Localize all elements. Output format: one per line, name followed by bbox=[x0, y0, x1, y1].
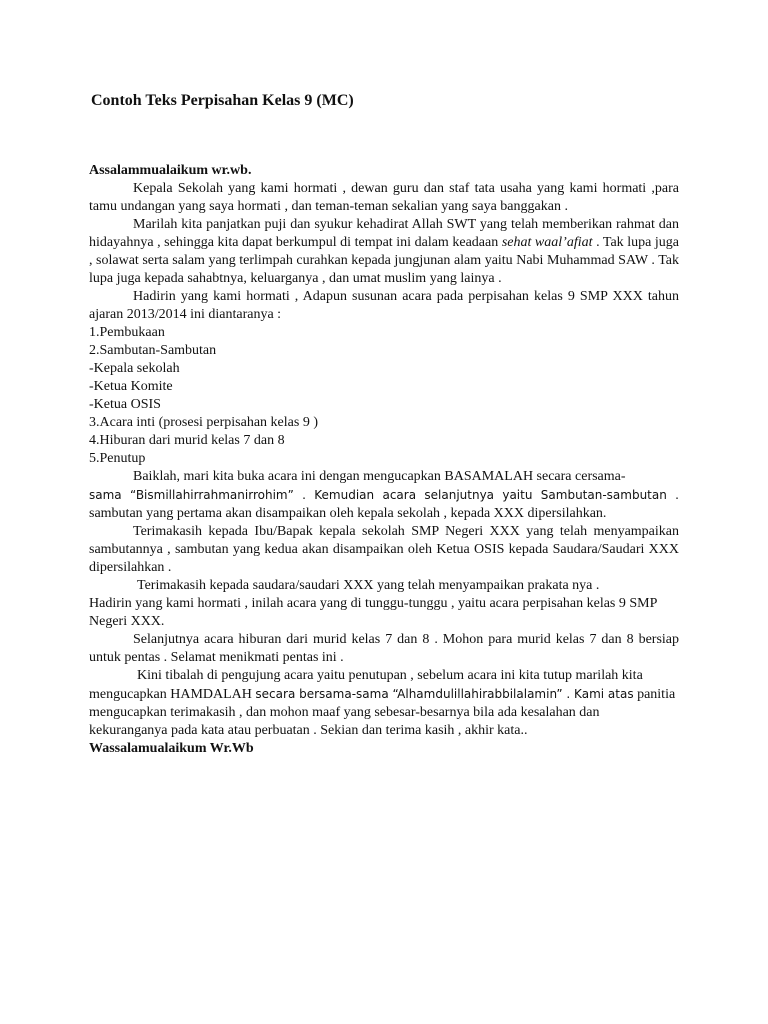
paragraph-gratitude-text-b: . Tak lupa juga , solawat serta salam yang terlimpah curahkan kepada jungjunan alam yaitu Nabi Muhammad SAW . Tak lupa juga kepada sahabtnya, keluarganya , dan umat muslim yang lainya . bbox=[89, 235, 679, 286]
paragraph-gratitude bbox=[89, 216, 679, 288]
agenda-item: 4.Hiburan dari murid kelas 7 dan 8 bbox=[89, 433, 285, 448]
paragraph-closing-remarks bbox=[89, 667, 679, 740]
paragraph-entertainment: Selanjutnya acara hiburan dari murid kelas 7 dan 8 . Mohon para murid kelas 7 dan 8 bersiap untuk pentas . Selamat menikmati pentas ini . bbox=[89, 632, 679, 665]
agenda-item: 3.Acara inti (prosesi perpisahan kelas 9 ) bbox=[89, 415, 318, 430]
paragraph-gratitude-italic: sehat waal’afiat bbox=[501, 235, 593, 250]
paragraph-closing-text-c: panitia mengucapkan terimakasih , dan mohon maaf yang sebesar-besarnya bila ada kesalahan dan kekuranganya pada kata atau perbuatan . Sekian dan terima kasih , akhir kata.. bbox=[89, 687, 676, 738]
document-body bbox=[89, 162, 679, 758]
paragraph-opening-text-b: sama “Bismillahirrahmanirrohim” . Kemudian acara selanjutnya yaitu Sambutan-sambutan . bbox=[89, 488, 679, 502]
agenda-item: 2.Sambutan-Sambutan bbox=[89, 343, 217, 358]
agenda-item: 5.Penutup bbox=[89, 451, 146, 466]
agenda-item: -Kepala sekolah bbox=[89, 361, 180, 376]
paragraph-gratitude-text-a: Marilah kita panjatkan puji dan syukur kehadirat Allah SWT yang telah memberikan rahmat dan hidayahnya , sehingga kita dapat berkumpul di tempat ini dalam keadaan bbox=[89, 217, 679, 250]
agenda-item: -Ketua OSIS bbox=[89, 397, 161, 412]
paragraph-closing-text-b: secara bersama-sama “Alhamdulillahirabbilalamin” . Kami atas bbox=[255, 687, 634, 701]
opening-greeting: Assalammualaikum wr.wb. bbox=[89, 163, 252, 178]
paragraph-salutation: Kepala Sekolah yang kami hormati , dewan guru dan staf tata usaha yang kami hormati ,para tamu undangan yang saya hormati , dan teman-teman sekalian yang saya banggakan . bbox=[89, 181, 679, 214]
paragraph-opening-text-a: Baiklah, mari kita buka acara ini dengan mengucapkan BASAMALAH secara cersama- bbox=[133, 469, 626, 484]
paragraph-opening-text-c: sambutan yang pertama akan disampaikan oleh kepala sekolah , kepada XXX dipersilahkan. bbox=[89, 506, 607, 521]
paragraph-main-event: Hadirin yang kami hormati , inilah acara yang di tunggu-tunggu , yaitu acara perpisahan kelas 9 SMP Negeri XXX. bbox=[89, 596, 657, 629]
closing-greeting: Wassalamualaikum Wr.Wb bbox=[89, 741, 254, 756]
agenda-item: -Ketua Komite bbox=[89, 379, 173, 394]
agenda-item: 1.Pembukaan bbox=[89, 325, 165, 340]
paragraph-speech-thanks: Terimakasih kepada Ibu/Bapak kepala sekolah SMP Negeri XXX yang telah menyampaikan sambutannya , sambutan yang kedua akan disampaikan oleh Ketua OSIS kepada Saudara/Saudari XXX dipersilahkan . bbox=[89, 524, 679, 575]
paragraph-prakata-thanks: Terimakasih kepada saudara/saudari XXX yang telah menyampaikan prakata nya . bbox=[137, 578, 600, 593]
agenda-list bbox=[89, 324, 679, 468]
paragraph-agenda-intro: Hadirin yang kami hormati , Adapun susunan acara pada perpisahan kelas 9 SMP XXX tahun ajaran 2013/2014 ini diantaranya : bbox=[89, 289, 679, 322]
paragraph-closing-text-a: Kini tibalah di pengujung acara yaitu penutupan , sebelum acara ini kita tutup marilah kita mengucapkan HAMDALAH bbox=[89, 668, 643, 702]
paragraph-opening bbox=[89, 468, 679, 523]
document-title: Contoh Teks Perpisahan Kelas 9 (MC) bbox=[91, 92, 354, 109]
